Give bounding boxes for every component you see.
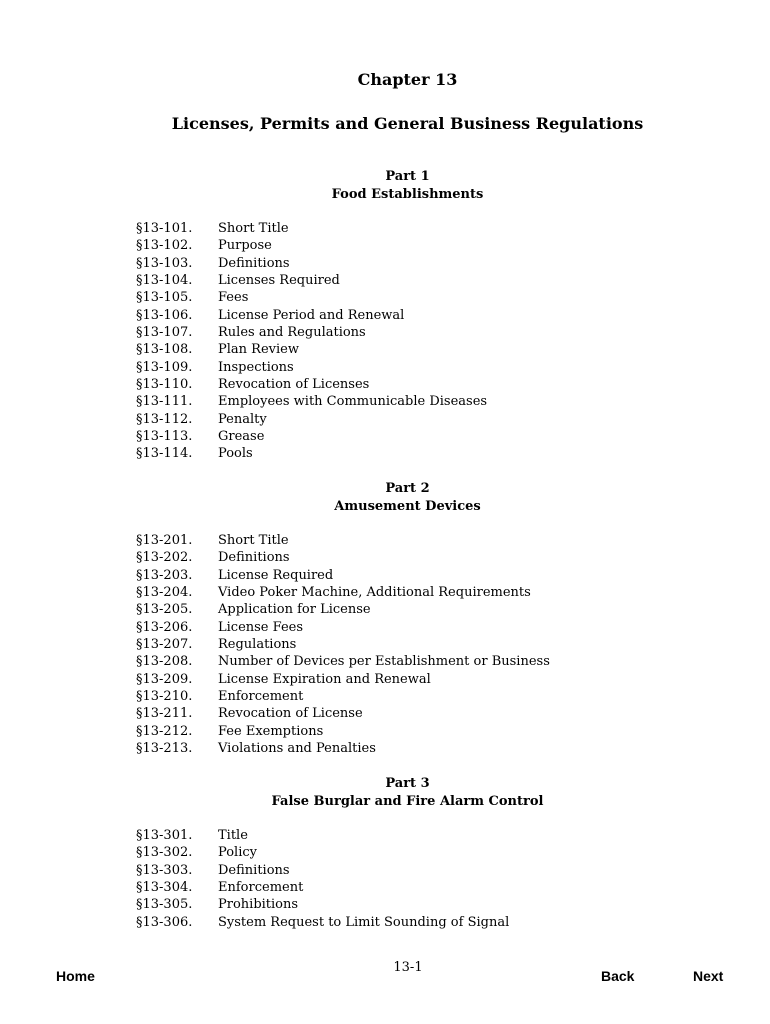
section-number: §13-213. <box>136 741 193 757</box>
part-1-label: Part 1 <box>385 169 430 184</box>
section-entry <box>136 827 509 844</box>
section-title: Prohibitions <box>218 897 299 913</box>
section-entry <box>136 653 550 670</box>
part-3-label: Part 3 <box>385 776 430 791</box>
section-number: §13-212. <box>136 723 193 739</box>
section-number: §13-202. <box>136 550 193 566</box>
section-number: §13-305. <box>136 897 193 913</box>
section-entry <box>136 844 509 861</box>
section-entry <box>136 584 550 601</box>
section-title: Revocation of Licenses <box>218 377 370 393</box>
section-title: License Period and Renewal <box>218 307 405 323</box>
section-entry <box>136 671 550 688</box>
section-entry <box>136 914 509 931</box>
section-number: §13-210. <box>136 689 193 705</box>
section-number: §13-111. <box>136 394 193 410</box>
part-3-title: False Burglar and Fire Alarm Control <box>271 793 544 809</box>
section-number: §13-110. <box>136 377 193 393</box>
section-number: §13-207. <box>136 637 193 653</box>
section-number: §13-105. <box>136 290 193 306</box>
chapter-subtitle: Licenses, Permits and General Business Regulations <box>171 114 644 133</box>
section-entry <box>136 411 487 428</box>
section-number: §13-209. <box>136 671 193 687</box>
home-link[interactable]: Home <box>56 968 95 984</box>
section-entry <box>136 341 487 358</box>
section-number: §13-114. <box>136 446 193 462</box>
section-title: Violations and Penalties <box>218 741 376 757</box>
section-entry <box>136 393 487 410</box>
section-title: Regulations <box>218 637 297 653</box>
section-title: Fees <box>218 290 249 306</box>
section-title: Rules and Regulations <box>218 325 366 341</box>
part-3-section-list <box>136 827 509 931</box>
section-number: §13-103. <box>136 255 193 271</box>
section-entry <box>136 272 487 289</box>
section-entry <box>136 324 487 341</box>
chapter-title: Chapter 13 <box>357 70 458 89</box>
section-number: §13-108. <box>136 342 193 358</box>
part-1-title: Food Establishments <box>331 186 484 202</box>
part-2-label: Part 2 <box>385 481 430 496</box>
section-number: §13-102. <box>136 238 193 254</box>
section-title: Enforcement <box>218 880 304 896</box>
next-link[interactable]: Next <box>693 968 724 984</box>
section-entry <box>136 723 550 740</box>
section-title: Employees with Communicable Diseases <box>218 394 488 410</box>
section-entry <box>136 376 487 393</box>
section-title: License Required <box>218 567 334 583</box>
section-title: Grease <box>218 429 265 445</box>
section-entry <box>136 237 487 254</box>
section-number: §13-113. <box>136 429 193 445</box>
section-title: Inspections <box>218 359 294 375</box>
part-2-title: Amusement Devices <box>334 498 481 514</box>
section-number: §13-204. <box>136 585 193 601</box>
section-number: §13-306. <box>136 914 193 930</box>
section-number: §13-206. <box>136 619 193 635</box>
section-title: Revocation of License <box>218 706 363 722</box>
section-number: §13-302. <box>136 845 193 861</box>
section-title: License Fees <box>218 619 304 635</box>
section-entry <box>136 532 550 549</box>
section-title: Title <box>218 828 248 843</box>
section-entry <box>136 289 487 306</box>
section-number: §13-208. <box>136 654 193 670</box>
section-entry <box>136 601 550 618</box>
section-title: Short Title <box>218 533 289 548</box>
section-entry <box>136 549 550 566</box>
section-entry <box>136 896 509 913</box>
section-entry <box>136 567 550 584</box>
section-number: §13-104. <box>136 273 193 289</box>
section-entry <box>136 359 487 376</box>
section-title: Policy <box>218 845 257 861</box>
section-number: §13-112. <box>136 411 193 427</box>
section-number: §13-303. <box>136 862 193 878</box>
section-number: §13-109. <box>136 359 193 375</box>
section-title: License Expiration and Renewal <box>218 671 431 687</box>
section-entry <box>136 705 550 722</box>
part-2-section-list <box>136 532 550 757</box>
part-1-heading <box>0 168 770 203</box>
section-entry <box>136 619 550 636</box>
page-number: 13-1 <box>393 960 423 975</box>
section-entry <box>136 740 550 757</box>
section-entry <box>136 428 487 445</box>
section-entry <box>136 636 550 653</box>
section-entry <box>136 879 509 896</box>
section-title: Short Title <box>218 221 289 236</box>
section-title: Fee Exemptions <box>218 723 324 739</box>
section-title: Plan Review <box>218 342 299 358</box>
section-number: §13-201. <box>136 533 193 548</box>
section-entry <box>136 688 550 705</box>
section-title: Definitions <box>218 550 290 566</box>
section-number: §13-211. <box>136 706 193 722</box>
section-number: §13-101. <box>136 221 193 236</box>
part-3-heading <box>0 775 770 810</box>
part-1-section-list <box>136 220 487 463</box>
section-entry <box>136 445 487 462</box>
section-title: System Request to Limit Sounding of Signal <box>218 914 510 930</box>
section-title: Number of Devices per Establishment or Business <box>218 654 550 670</box>
section-number: §13-203. <box>136 567 193 583</box>
section-title: Penalty <box>218 411 267 427</box>
section-number: §13-205. <box>136 602 193 618</box>
section-title: Enforcement <box>218 689 304 705</box>
part-2-heading <box>0 480 770 515</box>
section-number: §13-107. <box>136 325 193 341</box>
section-number: §13-301. <box>136 828 193 843</box>
section-title: Video Poker Machine, Additional Requirements <box>218 585 531 601</box>
back-link[interactable]: Back <box>601 968 635 984</box>
section-title: Definitions <box>218 255 290 271</box>
section-entry <box>136 255 487 272</box>
section-entry <box>136 862 509 879</box>
section-number: §13-304. <box>136 880 193 896</box>
section-title: Pools <box>218 446 253 462</box>
section-entry <box>136 220 487 237</box>
section-title: Purpose <box>218 238 272 254</box>
section-title: Definitions <box>218 862 290 878</box>
section-title: Licenses Required <box>218 273 340 289</box>
section-title: Application for License <box>218 602 371 618</box>
section-number: §13-106. <box>136 307 193 323</box>
section-entry <box>136 307 487 324</box>
